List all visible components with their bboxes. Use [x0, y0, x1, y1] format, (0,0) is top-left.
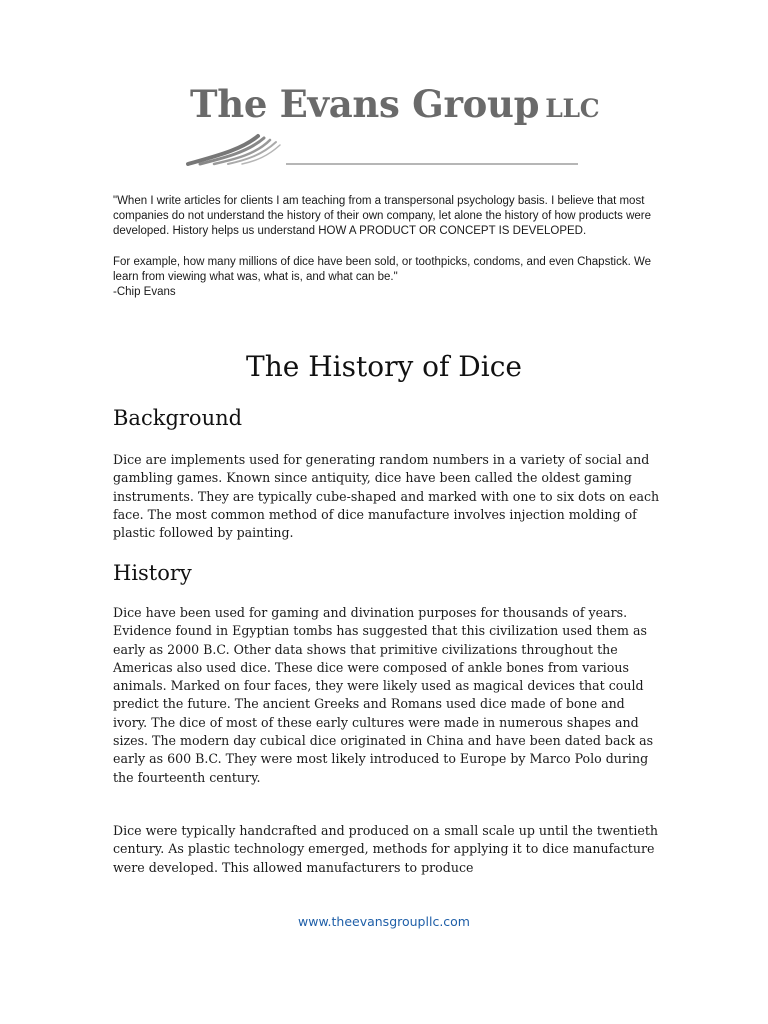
logo-name: The Evans Group [190, 82, 540, 126]
history-heading: History [113, 561, 192, 585]
quote-paragraph-2-text: For example, how many millions of dice have been sold, or toothpicks, condoms, and even Chapstick. We learn from viewing what was, what is, and what can be." [113, 255, 652, 283]
company-logo [186, 80, 600, 170]
background-paragraph: Dice are implements used for generating random numbers in a variety of social and gambling games. Known since antiquity, dice have been called the oldest gaming instruments. They are typically cube-shaped and marked with one to six dots on each face. The most common method of dice manufacture involves injection molding of plastic followed by painting. [113, 452, 660, 541]
page-title: The History of Dice [246, 350, 522, 383]
history-paragraph-1: Dice have been used for gaming and divination purposes for thousands of years. Evidence found in Egyptian tombs has suggested that this civilization used them as early as 2000 B.C. Other data shows that primitive civilizations throughout the Americas also used dice. These dice were composed of ankle bones from various animals. Marked on four faces, they were likely used as magical devices that could predict the future. The ancient Greeks and Romans used dice made of bone and ivory. The dice of most of these early cultures were made in numerous shapes and sizes. The modern day cubical dice originated in China and have been dated back as early as 600 B.C. They were most likely introduced to Europe by Marco Polo during the fourteenth century. [113, 605, 654, 785]
logo-suffix: LLC [545, 94, 600, 123]
quote-attribution: -Chip Evans [113, 286, 176, 299]
quote-paragraph-1: "When I write articles for clients I am teaching from a transpersonal psychology basis. I believe that most companies do not understand the history of their own company, let alone the history of how products were developed. History helps us understand HOW A PRODUCT OR CONCEPT IS DEVELOPED. [113, 195, 652, 238]
client-quote [113, 194, 653, 300]
background-heading: Background [113, 406, 243, 430]
logo-wordmark [190, 82, 599, 126]
logo-swoosh-icon [186, 128, 586, 168]
website-link[interactable]: www.theevansgroupllc.com [298, 914, 470, 929]
quote-paragraph-2 [113, 255, 653, 301]
history-paragraph-2: Dice were typically handcrafted and produced on a small scale up until the twentieth century. As plastic technology emerged, methods for applying it to dice manufacture were developed. This allowed manufacturers to produce [113, 823, 658, 875]
